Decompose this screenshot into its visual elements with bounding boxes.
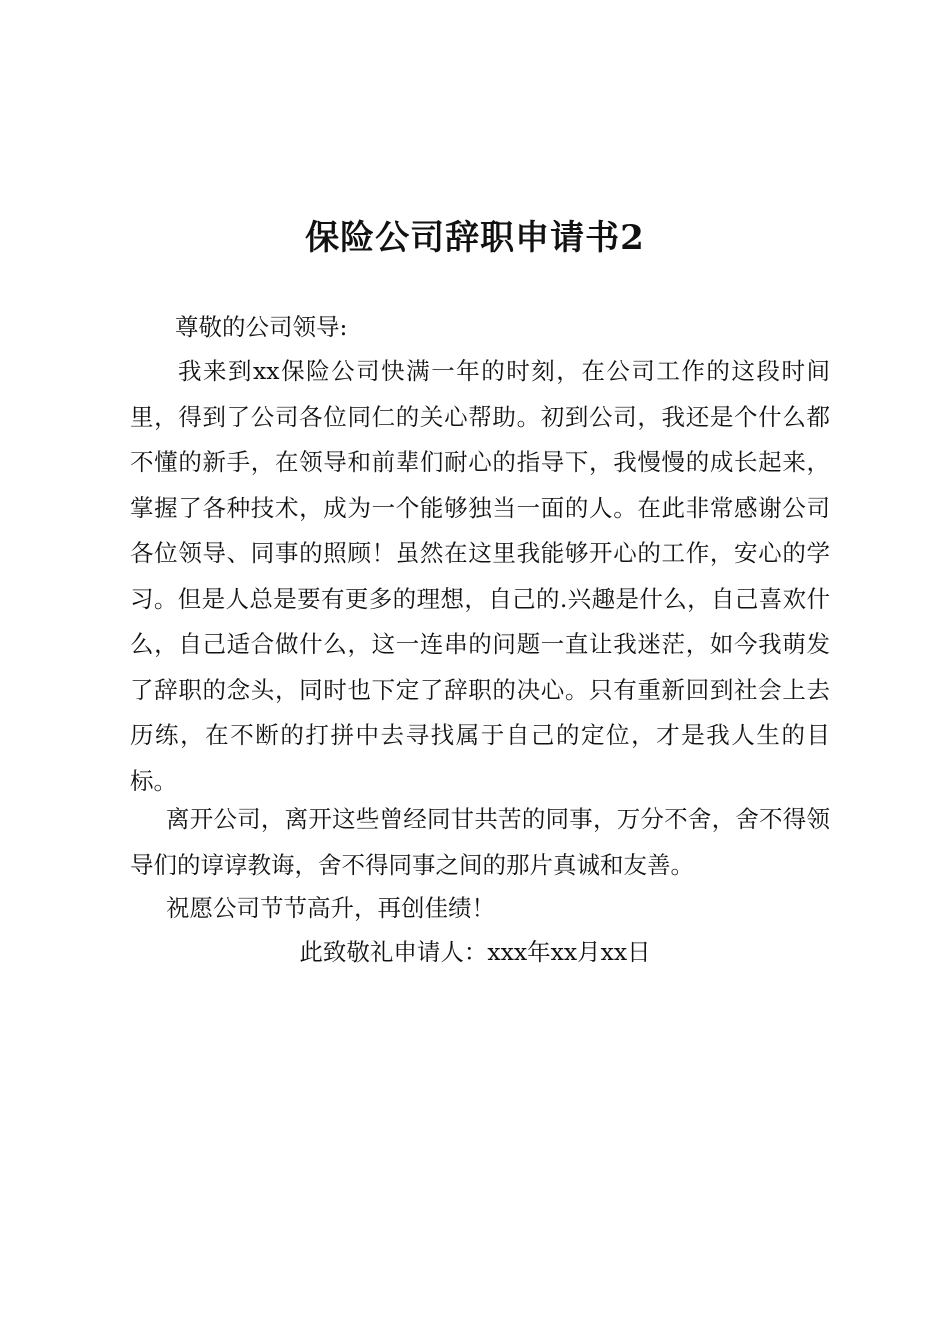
document-title: 保险公司辞职申请书2 [305, 218, 645, 258]
paragraph-main: 我来到xx保险公司快满一年的时刻，在公司工作的这段时间里，得到了公司各位同仁的关心帮助。初到公司，我还是个什么都不懂的新手，在领导和前辈们耐心的指导下，我慢慢的成长起来，掌握了各种技术，成为一个能够独当一面的人。在此非常感谢公司各位领导、同事的照顾！虽然在这里我能够开心的工作，安心的学习。但是人总是要有更多的理想，自己的.兴趣是什么，自己喜欢什么，自己适合做什么，这一连串的问题一直让我迷茫，如今我萌发了辞职的念头，同时也下定了辞职的决心。只有重新回到社会上去历练，在不断的打拼中去寻找属于自己的定位，才是我人生的目标。 [130, 357, 830, 795]
paragraph-farewell: 离开公司，离开这些曾经同甘共苦的同事，万分不舍，舍不得领导们的谆谆教诲，舍不得同事之间的那片真诚和友善。 [130, 805, 830, 879]
paragraph-wishes: 祝愿公司节节高升，再创佳绩！ [166, 894, 495, 922]
salutation: 尊敬的公司领导: [175, 313, 348, 341]
closing-signature: 此致敬礼申请人：xxx年xx月xx日 [299, 938, 651, 966]
